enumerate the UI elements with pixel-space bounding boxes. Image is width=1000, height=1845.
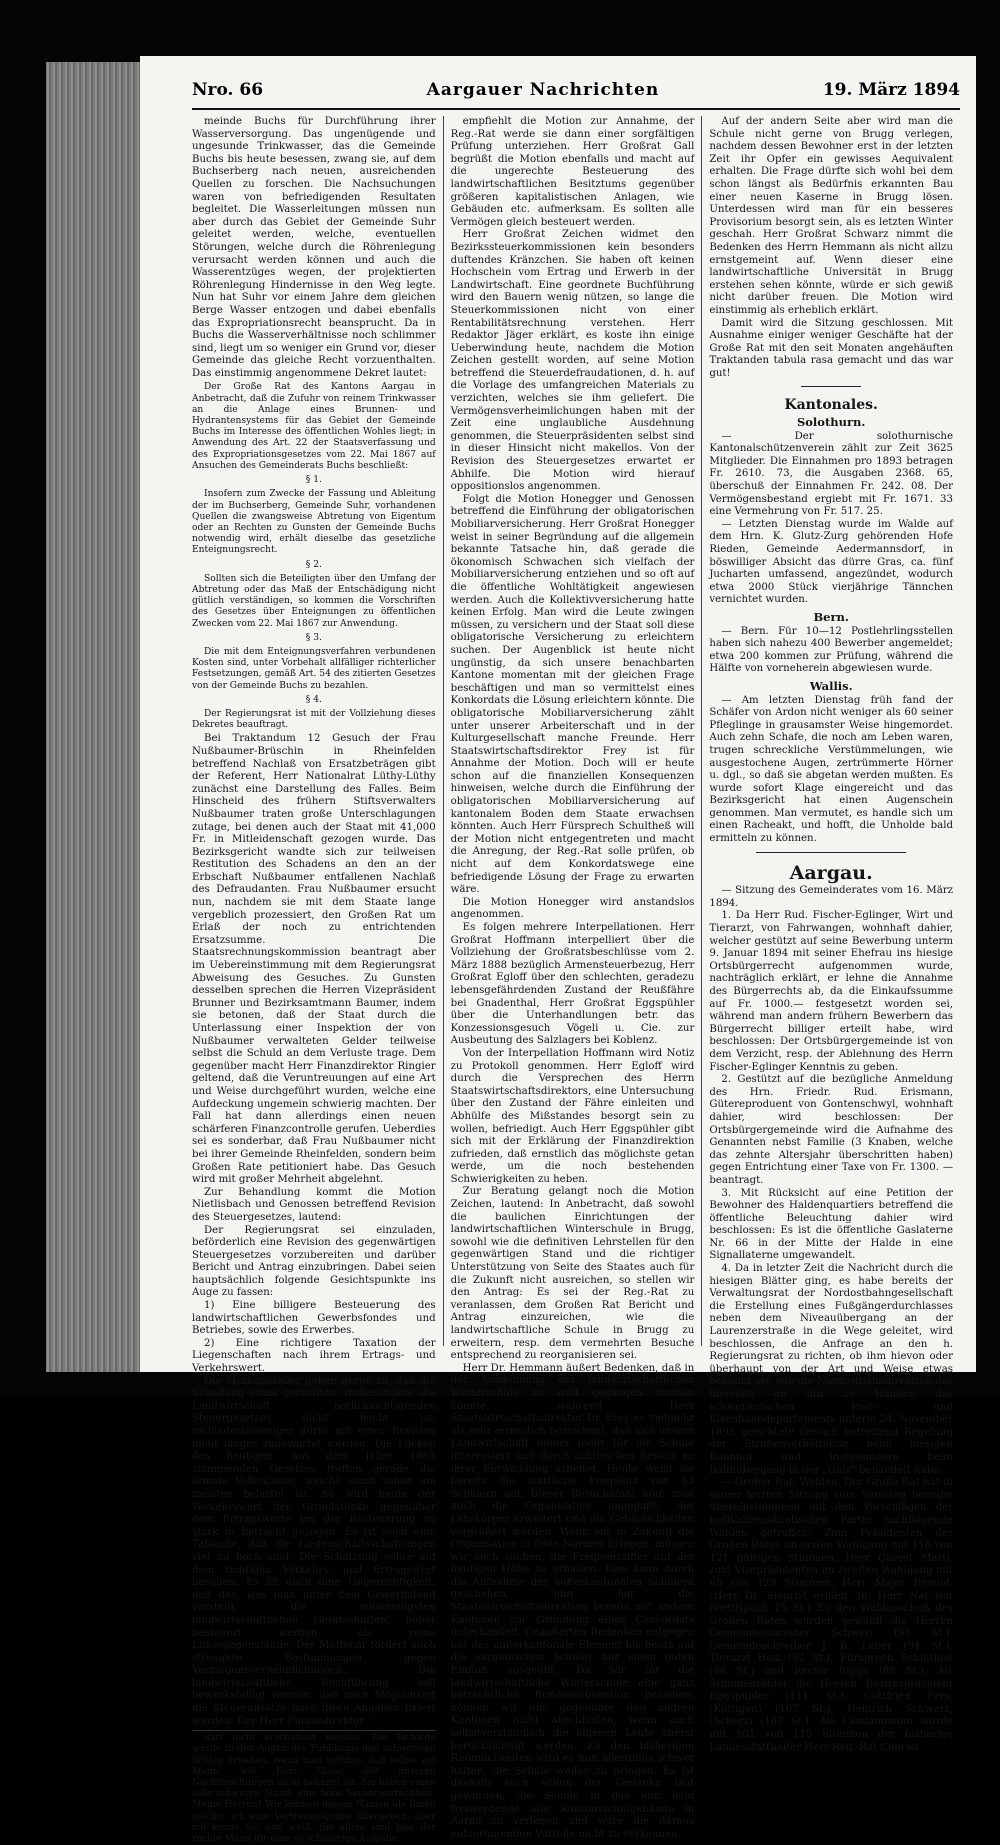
paragraph: Damit wird die Sitzung geschlossen. Mit Ausnahme einiger weniger Geschäfte hat der Große Rat mit den seit Monaten angehäuften Traktanden tabula rasa gemacht und das war gut!	[709, 317, 954, 379]
book-page-edges	[46, 62, 142, 1372]
paragraph: Auf der andern Seite aber wird man die Schule nicht gerne von Brugg verlegen, nachdem dessen Bewohner erst in der letzten Zeit ihr Opfer ein gewisses Aequivalent erhalten. Die Frage dürfte sich wohl bei dem schon längst als Bedürfnis erkannten Bau einer neuen Kaserne in Brugg lösen. Unterdessen wird man für ein besseres Provisorium besorgt sein, als es letzten Winter geschah. Herr Großrat Schwarz nimmt die Bedenken des Herrn Hemmann als nicht allzu ernstgemeint auf. Wenn dieser eine landwirtschaftliche Universität in Brugg erstehen sehen könnte, würde er sich gewiß nicht darüber freuen. Die Motion wird einstimmig als erheblich erklärt.	[709, 116, 954, 316]
newspaper-title: Aargauer Nachrichten	[426, 80, 660, 100]
paragraph: Bei Traktandum 12 Gesuch der Frau Nußbaumer-Brüschin in Rheinfelden betreffend Nachlaß von Ersatzbeträgen gibt der Referent, Herr Nationalrat Lüthy-Lüthy zunächst eine Darstellung des Falles. Beim Hinscheid des frühern Stiftsverwalters Nußbaumer traten große Unterschlagungen zutage, bei denen auch der Staat mit 41,000 Fr. in Mitleidenschaft gezogen wurde. Das Bezirksgericht wandte sich zur teilweisen Restitution des Schadens an den an der Erbschaft Nußbaumer entfallenen Nachlaß des Defraudanten. Frau Nußbaumer ersucht nun, nachdem sie mit dem Staate lange vergeblich prozessiert, den Großen Rat um Erlaß der noch zu entrichtenden Ersatzsumme. Die Staatsrechnungskommission beantragt aber im Uebereinstimmung mit dem Regierungsrat Abweisung des Gesuches. Zu Gunsten desselben sprechen die Herren Vizepräsident Brunner und Bezirksamtmann Baumer, indem sie betonen, daß der Staat durch die Unterlassung einer Inspektion der von Nußbaumer verwalteten Gelder teilweise selbst die Schuld an dem Verluste trage. Dem gegenüber macht Herr Finanzdirektor Ringier geltend, daß die Veruntreuungen auf eine Art und Weise durchgeführt wurden, welche eine Aufdeckung ungemein schwierig machten. Der Fall hat dann allerdings einen neuen schärferen Finanzcontrolle gerufen. Ueberdies sei es sonderbar, daß Frau Nußbaumer nicht bei ihrer Gemeinde Rheinfelden, sondern beim Großen Rate petitioniert habe. Das Gesuch wird mit großer Mehrheit abgelehnt.	[192, 733, 436, 1186]
subheading-solothurn: Solothurn.	[796, 415, 866, 430]
paragraph: 1. Da Herr Rud. Fischer-Eglinger, Wirt und Tierarzt, von Fahrwangen, wohnhaft dahier, welcher gestützt auf seine Bewerbung unterm 9. Januar 1894 mit seiner Ehefrau ins hiesige Ortsbürgerrecht aufgenommen wurde, nachträglich erklärt, er lehne die Annahme des Bürgerrechts ab, da die Einkaufssumme auf Fr. 1000.— festgesetzt worden sei, während man andern frühern Bewerbern das Bürgerrecht billiger erteilt habe, wird beschlossen: Der Ortsbürgergemeinde ist von dem Verzicht, resp. der Ablehnung des Herrn Fischer-Eglinger Kenntnis zu geben.	[709, 910, 954, 1073]
paragraph: Von der Interpellation Hoffmann wird Notiz zu Protokoll genommen. Herr Egloff wird durch die Versprechen des Herrn Staatswirtschaftsdirektors, eine Untersuchung über den Zustand der Fähre einleiten und Abhülfe des Mißstandes besorgt sein zu wollen, befriedigt. Auch Herr Eggspühler gibt sich mit der Erklärung der Finanzdirektion zufrieden, daß ernstlich das möglichste getan werde, um die noch bestehenden Schwierigkeiten zu heben.	[450, 1047, 695, 1185]
paragraph: 2) Eine richtigere Taxation der Liegenschaften nach ihrem Ertrags- und Verkehrswert.	[192, 1337, 436, 1375]
paragraph: Herr Dr. Hemmann äußert Bedenken, daß in der Ausdehnung der landwirtschaftlichen Winterschule zu weit gegangen werden könnte, während Herr Staatswirtschaftsdirektor Dr. Frey es vielmehr als sehr erfreulich bezeichnet, daß sich unsere Landwirtschaft immer mehr für die Schule interessiert und durch zahlreichen Besuch an ihrer Entwicklung arbeitet. Heute weist sie bereits die stattliche Frequenz von 63 Schülern auf. Dieser Besuchszahl muß man auch die Organisation angepaßt, der Lehrkörper erweitert und die Gebäulichkeiten vergrößert werden. Wenn wir in Zukunft die Organisation in feste Normen bringen, müssen wir auch suchen, die Frequenzziffer auf der heutigen Höhe zu erhalten. Dies kann durch die Aufnahme der außerkantonalen Schülern geschehen, und hat die Staatswirtschaftsdirektion bereits mit andern Kantonen zur Gründung eines Concordats unterhandelt. Geäußerten Bedenken entgegen hat das außerkantonale Element bis heute auf die aargauischen Schüler nur einen guten Einfluß ausgeübt. Da wir für die landwirtschaftliche Winterschule eine ganz beträchtliche Bundessubvention beziehen, können wir uns gegenüber den andern Kantonen nicht abschließen, wenn auch selbstverständlich die eigenen Leute zuerst berücksichtigt werden. Zu den bisherigen Räumlichkeiten wird es nun allerdings schwer halten, die Schule weiter zu bringen. Es ist deshalb auch schon der Gedanke laut geworden, die Schule in das nun bald freiwerdende alte Kantonsschulgebäude in Aarau zu verlegen und wäre die daraus entspringenden Vorteile nicht zu verkennen.	[450, 1362, 695, 1840]
section-heading-aargau: Aargau.	[789, 861, 873, 884]
newspaper-page	[140, 56, 976, 1845]
column-2	[443, 116, 702, 1840]
section-heading: § 1.	[305, 475, 322, 486]
paragraph: Zur Beratung gelangt noch die Motion Zeichen, lautend: In Anbetracht, daß sowohl die baulichen Einrichtungen der landwirtschaftlichen Winterschule in Brugg, sowohl wie die definitiven Lehrstellen für den gegenwärtigen Stand und die richtiger Unterstützung von Seite des Staates auch für die Zukunft nicht ausreichen, so stellen wir den Antrag: Es sei der Reg.-Rat zu veranlassen, dem Großen Rat Bericht und Antrag einzureichen, wie die landwirtschaftliche Schule in Brugg zu erweitern, resp. dem vermehrten Besuche entsprechend zu reorganisieren sei.	[450, 1186, 695, 1362]
decree-section: Sollten sich die Beteiligten über den Umfang der Abtretung oder das Maß der Entschädigung nicht gütlich verständigen, so kommen die Vorschriften des Gesetzes über Enteignungen zu öffentlichen Zwecken vom 22. Mai 1867 zur Anwendung.	[192, 573, 436, 629]
section-heading: § 2.	[305, 559, 322, 570]
paragraph: Folgt die Motion Honegger und Genossen betreffend die Einführung der obligatorischen Mobiliarversicherung. Herr Großrat Honegger weist in seiner Begründung auf die allgemein bekannte Tatsache hin, daß gerade die ökonomisch Schwachen sich vielfach der Mobiliarversicherung entziehen und so oft auf die öffentliche Wohltätigkeit angewiesen werden. Auch die Kollektivversicherung hatte keinen Erfolg. Man wird die Leute zwingen müssen, zu versichern und der Staat soll diese obligatorische Versicherung zu erleichtern suchen. Der Augenblick ist heute nicht ungünstig, da sich unsere benachbarten Kantone momentan mit der gleichen Frage beschäftigen und man so vermittelst eines Konkordats die Lösung erleichtern könnte. Die obligatorische Mobiliarversicherung zählt unter unserer Arbeiterschaft und in der Kulturgesellschaft manche Freunde. Herr Staatswirtschaftsdirektor Frey ist für Annahme der Motion. Doch will er heute schon auf die finanziellen Konsequenzen hinweisen, welche durch die Einführung der obligatorischen Mobiliarversicherung auf kantonalem Boden dem Staate erwachsen könnten. Auch Herr Fürsprech Schultheß will der Motion nicht entgegentreten und macht die Anregung, der Reg.-Rat solle prüfen, ob nicht auf dem Konkordatswege eine befriedigende Lösung der Frage zu erwarten wäre.	[450, 493, 695, 896]
paragraph: Es folgen mehrere Interpellationen. Herr Großrat Hoffmann interpelliert über die Vollziehung der Großratsbeschlüsse vom 2. März 1888 bezüglich Armensteuerbezug, Herr Großrat Egloff über den schlechten, geradezu lebensgefährdenden Zustand der Reußfähre bei Gnadenthal, Herr Großrat Eggspühler über die Unterhandlungen betr. das Konzessionsgesuch Vögeli u. Cie. zur Ausbeutung des Salzlagers bei Koblenz.	[450, 922, 695, 1047]
column-3	[701, 116, 960, 1753]
divider	[801, 386, 861, 387]
issue-number: Nro. 66	[192, 80, 264, 100]
issue-date: 19. März 1894	[822, 80, 960, 100]
feuilleton-text: darf nicht erschüttert werden. Die Behörde würde in den Augen des Publikums den schwersten Schlag erhalten, wenn man erführe, daß selbst ein Mann, wie Herr Gloor, der unseren Nachforschungen nicht bekannt ist. Sie haben einen sehr schweren Stand, eine hohe Verantwortlichkeit. Meine Herren! Wir können diesen Namen als Ihnen möchte ich eine Vertrauensprobe übergeben; aber ich kenne Sie und weiß, Sie allein sind hier der rechte Mann für eine so schwierige Aufgabe.	[192, 1730, 436, 1845]
paragraph: — Der solothurnische Kantonalschützenverein zählt zur Zeit 3625 Mitglieder. Die Einnahmen pro 1893 betragen Fr. 2610. 73, die Ausgaben 2368. 65, überschuß der Einnahmen Fr. 242. 08. Der Vermögensbestand ergiebt mit Fr. 1671. 33 eine Vermehrung von Fr. 517. 25.	[709, 430, 954, 518]
paragraph: Der Regierungsrat sei einzuladen, beförderlich eine Revision des gegenwärtigen Steuergesetzes vorzubereiten und darüber Bericht und Antrag einzubringen. Dabei seien hauptsächlich folgende Gesichtspunkte ins Auge zu fassen:	[192, 1224, 436, 1299]
section-heading: § 4.	[305, 694, 322, 705]
columns	[192, 116, 960, 1845]
paragraph: — Großer Rat, Wahlen. Der Große Rat hat in seiner letzten Sitzung vom Samstag beinahe übereinstimmend mit den Vorschlägen der radikaldemokratischen Partei nachfolgende Wahlen getroffen: Zum Präsidenten des Großen Rates im ersten Wahlgang mit 116 von 121 gültigen Stimmen, Herr Oberst Marti, zum Vizepräsidenten im zweiten Wahlgang mit 65 von 129 Stimmen, Herr Major Renold. (Herr Dr. Siegrist erhielt 38, Herr Nat.-Rat Nietlispach 15 St.) Zu den Wahlauschuß des Großen Rates wurden gewählt die Herren Gemeindeschreiber Schwerí (95 St.), Gemeindeschreiber J. B. Leber (94 St.), Tierarzt Heiz (92 St.), Fürsprech Schultheß (88 St.) und Rector Riggli (85 St.). Als Stimmenzähler die Herren Bezirkspräsident Eggspühler (111 St.), Gottfried Frey, (Küttigen) (107 St.), Heinrich Schwarz, (Scherz) (107 St.). Als Landammann wurde mit 101 von 115 Stimmen der bisherige Landesstatthalter Herr Reg.-Rat Conrad	[709, 1477, 954, 1753]
paragraph: — Letzten Dienstag wurde im Walde auf dem Hrn. K. Glutz-Zurg gehörenden Hofe Rieden, Gemeinde Aedermannsdorf, in böswilliger Absicht das dürre Gras, ca. fünf Jucharten umfassend, angezündet, wodurch etwa 2000 Stück vierjährige Tännchen vernichtet wurden.	[709, 518, 954, 606]
subheading-wallis: Wallis.	[809, 678, 853, 693]
paragraph: 4. Da in letzter Zeit die Nachricht durch die hiesigen Blätter ging, es habe bereits der Verwaltungsrat der Nordostbahngesellschaft die Erstellung eines Fußgängerdurchlasses neben dem Niveauübergang an der Laurenzerstraße in die Wege geleitet, wird beschlossen, die Anfrage an den h. Regierungsrat zu richten, ob ihm hievon oder überhaupt von der Art und Weise etwas bekannt sei, wie die Nordostbahndirektion das hierseits an ihn zu Handen des schweizerischen Post- und Eisenbahndepartements unterm 24. November 1893 gerichtete Gesuch betreffend Regelung der Straßenverhältnisse beim hiesigen Bahnhof und insbesondere beim Bahnübergang in der „Gais“ behandelt habe.	[709, 1263, 954, 1476]
paragraph: empfiehlt die Motion zur Annahme, der Reg.-Rat werde sie dann einer sorgfältigen Prüfung unterziehen. Herr Großrat Gall begrüßt die Motion ebenfalls und macht auf die ungerechte Besteuerung des landwirtschaftlichen Besitztums gegenüber größeren kapitalistischen Anlagen, wie Gebäuden etc. aufmerksam. Es sollten alle Vermögen gleich besteuert werden.	[450, 116, 695, 228]
paragraph: Zur Behandlung kommt die Motion Nietlisbach und Genossen betreffend Revision des Steuergesetzes, lautend:	[192, 1186, 436, 1223]
paragraph: Herr Großrat Zeichen widmet den Bezirkssteuerkommissionen kein besonders duftendes Kränzchen. Sie haben oft keinen Hochschein vom Ertrag und Erwerb in der Landwirtschaft. Eine geordnete Buchführung wird den Bauern wenig nützen, so lange die Steuerkommissionen nicht von einer Rentabilitätsrechnung verstehen. Herr Redaktor Jäger erklärt, es koste ihn einige Ueberwindung heute, nachdem die Motion Zeichen gestellt worden, auf seine Motion betreffend die Steuerdefraudationen, d. h. auf die Vorlage des umfangreichen Materials zu verzichten, welches sie ihm geliefert. Die Vermögensverheimlichungen haben mit der Zeit eine unglaubliche Ausdehnung genommen, die Steuerpräsidenten selbst sind in dieser Hinsicht nicht makellos. Von der Revision des Steuergesetzes erwartet er Abhilfe. Die Motion wird hierauf oppositionslos angenommen.	[450, 229, 695, 493]
paragraph: Die Motionssteller geben gerne zu, daß die Schaffung eines gerechten, insbesondere die Landwirtschaft berücksichtigenden Steuergesetzes nicht leicht ist, nichtsdestoweniger dürfe mit einer Revision nicht länger zugewartet werden. Die Lücken des heutigen, aus dem Jahre 1865 stammenden Gesetzes treffen gerade die ärmste Volksklasse, welche sonst schon am meisten belastet ist. So wird heute der Verkehrswert der Grundstücke gegenüber dem Ertragswerte bei der Besteuerung zu stark in Betracht gezogen. Es ist auch eine Tatsache, daß die Liegenschaftsschatzungen viel zu hoch sind. Die Schätzung sollte auf dem richtigen Verkehrs- und Ertragswert beruhen. Es ist auch eine Ungerechtigkeit, daß das, was man unter dem Gewerbsfond versteht, die notwendigsten landwirtschaftlichen Gerätschaften, höher besteuert werden, als reine Luxusgegenstände. Der Motionär fordert auch strengere Bestimmungen gegen Vermögensverheimlichungen. Die landwirtschaftliche Buchführung soll bewerkstelligt werden, daß nach Möglichkeit die Steueransätze nach ihren Angaben fixiert werden. Der Herr Finanzdirektor	[192, 1375, 436, 1727]
paragraph: Die Motion Honegger wird anstandslos angenommen.	[450, 896, 695, 921]
column-1	[192, 116, 443, 1845]
section-heading-kantonales: Kantonales.	[784, 397, 878, 414]
paragraph: meinde Buchs für Durchführung ihrer Wasserversorgung. Das ungenügende und ungesunde Trinkwasser, das die Gemeinde Buchs bis heute besessen, zwang sie, auf dem Buchserberg nach neuen, ausreichenden Quellen zu forschen. Die Nachsuchungen waren von befriedigenden Resultaten begleitet. Die Wasserleitungen müssen nun aber durch das Gebiet der Gemeinde Suhr geleitet werden, welche, eventuellen Störungen, welche durch die Röhrenlegung verursacht werden können und auch die Wasserentzüges wegen, der projektierten Röhrenlegung Hindernisse in den Weg legte. Nun hat Suhr vor einem Jahre dem gleichen Berge Wasser entzogen und dabei ebenfalls das Expropriationsrecht beansprucht. Da in Buchs die Wasserverhältnisse noch schlimmer sind, liegt um so weniger ein Grund vor, dieser Gemeinde das gleiche Recht vorzuenthalten. Das einstimmig angenommene Dekret lautet:	[192, 116, 436, 379]
decree-intro: Der Große Rat des Kantons Aargau in Anbetracht, daß die Zufuhr von reinem Trinkwasser an die Anlage eines Brunnen- und Hydrantensystems für das Gebiet der Gemeinde Buchs im Interesse des öffentlichen Wohles liegt; in Anwendung des Art. 22 der Staatsverfassung und des Expropriationsgesetzes vom 22. Mai 1867 auf Ansuchen des Gemeinderats Buchs beschließt:	[192, 382, 436, 471]
section-heading: § 3.	[305, 632, 322, 643]
paragraph: — Sitzung des Gemeinderates vom 16. März 1894.	[709, 885, 954, 909]
paragraph: 1) Eine billigere Besteuerung des landwirtschaftlichen Gewerbsfondes und Betriebes, sowie des Erwerbes.	[192, 1300, 436, 1337]
page-header	[192, 80, 960, 110]
paragraph: — Bern. Für 10—12 Postlehrlingsstellen haben sich nahezu 400 Bewerber angemeldet; etwa 200 kommen zur Prüfung, während die Hälfte von vorneherein abgewiesen wurde.	[709, 625, 954, 675]
paragraph: 3. Mit Rücksicht auf eine Petition der Bewohner des Haldenquartiers betreffend die öffentliche Beleuchtung dahier wird beschlossen: Es ist die öffentliche Gaslaterne Nr. 66 in der Mitte der Halde in eine Signallaterne umgewandelt.	[709, 1187, 954, 1262]
paragraph: 2. Gestützt auf die bezügliche Anmeldung des Hrn. Friedr. Rud. Erismann, Gütereproduent von Gontenschwyl, wohnhaft dahier, wird beschlossen: Der Ortsbürgergemeinde wird die Aufnahme des Genannten nebst Familie (3 Knaben, welche das zehnte Altersjahr überschritten haben) gegen Entrichtung einer Taxe von Fr. 1300. — beantragt.	[709, 1074, 954, 1186]
decree-section: Die mit dem Enteignungsverfahren verbundenen Kosten sind, unter Vorbehalt allfälliger richterlicher Festsetzungen, gemäß Art. 54 des zitierten Gesetzes von der Gemeinde Buchs zu bezahlen.	[192, 646, 436, 691]
decree-section: Insofern zum Zwecke der Fassung und Ableitung der im Buchserberg, Gemeinde Suhr, vorhandenen Quellen die zwangsweise Abtretung von Eigentum oder an Rechten zu Gunsten der Gemeinde Buchs notwendig wird, erhält dieselbe das gesetzliche Enteignungsrecht.	[192, 489, 436, 556]
subheading-bern: Bern.	[813, 609, 849, 624]
decree-section: Der Regierungsrat ist mit der Vollziehung dieses Dekretes beauftragt.	[192, 708, 436, 731]
paragraph: — Am letzten Dienstag früh fand der Schäfer von Ardon nicht weniger als 60 seiner Pfleglinge in grausamster Weise hingemordet. Auch zehn Schafe, die noch am Leben waren, trugen schreckliche Verstümmelungen, wie ausgestochene Augen, zertrümmerte Hörner u. dgl., so daß sie abgetan werden mußten. Es wurde sofort Klage eingereicht und das Bezirksgericht hat einen Augenschein genommen. Man vermutet, es handle sich um einen Racheakt, und hofft, die Unholde bald ermitteln zu können.	[709, 694, 954, 845]
divider	[756, 852, 906, 853]
